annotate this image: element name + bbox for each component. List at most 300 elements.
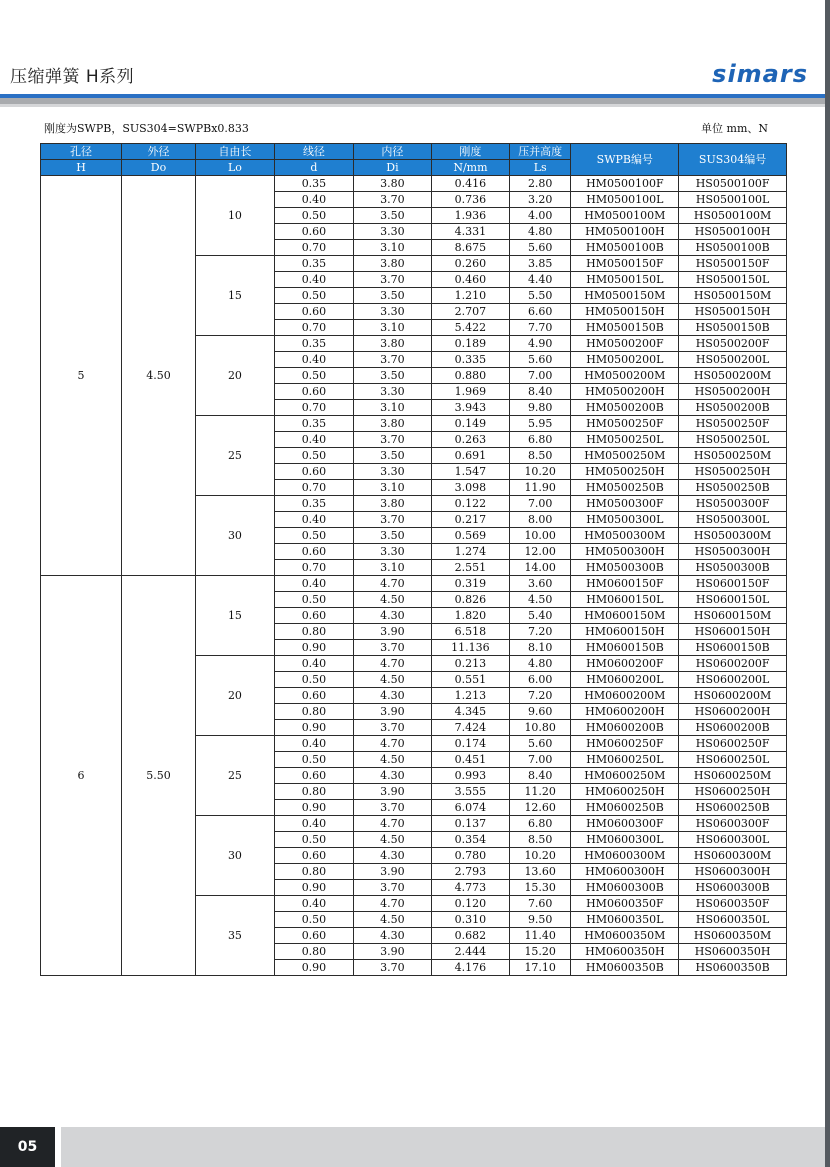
cell-free-length: 25 [195,416,274,496]
cell-solid-height: 5.60 [509,240,571,256]
cell-stiffness: 0.354 [431,832,509,848]
cell-solid-height: 7.20 [509,624,571,640]
cell-wire: 0.70 [274,480,353,496]
cell-id: 3.90 [353,784,431,800]
cell-stiffness: 0.993 [431,768,509,784]
cell-swpb-code: HM0500200H [571,384,679,400]
cell-solid-height: 9.80 [509,400,571,416]
cell-swpb-code: HM0600250B [571,800,679,816]
page-title: 压缩弹簧 H系列 [10,67,135,87]
cell-id: 4.50 [353,672,431,688]
cell-solid-height: 2.80 [509,176,571,192]
cell-sus304-code: HS0500200F [679,336,787,352]
cell-stiffness: 0.335 [431,352,509,368]
cell-free-length: 15 [195,256,274,336]
cell-id: 4.50 [353,832,431,848]
cell-wire: 0.60 [274,384,353,400]
cell-id: 3.80 [353,336,431,352]
cell-free-length: 20 [195,656,274,736]
cell-solid-height: 15.30 [509,880,571,896]
cell-wire: 0.35 [274,416,353,432]
cell-id: 3.90 [353,624,431,640]
cell-id: 3.70 [353,512,431,528]
cell-swpb-code: HM0600250F [571,736,679,752]
cell-id: 4.50 [353,912,431,928]
cell-solid-height: 4.90 [509,336,571,352]
cell-od: 4.50 [122,176,196,576]
cell-wire: 0.80 [274,864,353,880]
cell-swpb-code: HM0600200B [571,720,679,736]
cell-swpb-code: HM0600150L [571,592,679,608]
cell-id: 3.70 [353,960,431,976]
cell-stiffness: 0.451 [431,752,509,768]
cell-wire: 0.40 [274,512,353,528]
cell-wire: 0.70 [274,240,353,256]
cell-wire: 0.90 [274,960,353,976]
cell-sus304-code: HS0500200M [679,368,787,384]
cell-sus304-code: HS0600150M [679,608,787,624]
cell-stiffness: 0.310 [431,912,509,928]
cell-wire: 0.70 [274,400,353,416]
cell-stiffness: 0.551 [431,672,509,688]
cell-id: 4.30 [353,768,431,784]
col-sym-od: Do [122,160,196,176]
cell-stiffness: 0.260 [431,256,509,272]
cell-swpb-code: HM0600150F [571,576,679,592]
cell-solid-height: 4.50 [509,592,571,608]
cell-wire: 0.35 [274,496,353,512]
cell-sus304-code: HS0600350L [679,912,787,928]
cell-wire: 0.80 [274,704,353,720]
cell-id: 3.10 [353,400,431,416]
cell-swpb-code: HM0500150L [571,272,679,288]
cell-stiffness: 2.444 [431,944,509,960]
cell-wire: 0.60 [274,304,353,320]
cell-sus304-code: HS0600150F [679,576,787,592]
cell-solid-height: 7.00 [509,496,571,512]
cell-free-length: 25 [195,736,274,816]
cell-solid-height: 12.00 [509,544,571,560]
cell-stiffness: 6.074 [431,800,509,816]
cell-sus304-code: HS0500250B [679,480,787,496]
cell-solid-height: 10.20 [509,464,571,480]
cell-hole: 5 [41,176,122,576]
cell-sus304-code: HS0600350B [679,960,787,976]
cell-solid-height: 5.50 [509,288,571,304]
cell-stiffness: 0.826 [431,592,509,608]
cell-wire: 0.90 [274,800,353,816]
cell-stiffness: 0.122 [431,496,509,512]
cell-sus304-code: HS0500100B [679,240,787,256]
cell-wire: 0.35 [274,336,353,352]
col-header-free-length: 自由长 [195,144,274,160]
cell-id: 3.50 [353,528,431,544]
cell-id: 3.50 [353,368,431,384]
cell-free-length: 30 [195,816,274,896]
col-header-sus304: SUS304编号 [679,144,787,176]
cell-swpb-code: HM0600200M [571,688,679,704]
cell-swpb-code: HM0500100B [571,240,679,256]
cell-sus304-code: HS0600350H [679,944,787,960]
cell-id: 3.70 [353,720,431,736]
cell-wire: 0.60 [274,544,353,560]
cell-solid-height: 7.00 [509,368,571,384]
cell-sus304-code: HS0500200L [679,352,787,368]
cell-wire: 0.40 [274,192,353,208]
cell-stiffness: 0.880 [431,368,509,384]
footer-bar [0,1127,825,1167]
cell-swpb-code: HM0500300H [571,544,679,560]
cell-solid-height: 5.60 [509,352,571,368]
cell-solid-height: 12.60 [509,800,571,816]
cell-id: 4.70 [353,736,431,752]
cell-solid-height: 14.00 [509,560,571,576]
col-header-wire: 线径 [274,144,353,160]
cell-sus304-code: HS0600150L [679,592,787,608]
cell-swpb-code: HM0600150B [571,640,679,656]
cell-od: 5.50 [122,576,196,976]
cell-sus304-code: HS0500150F [679,256,787,272]
cell-sus304-code: HS0500300B [679,560,787,576]
cell-wire: 0.60 [274,608,353,624]
cell-stiffness: 11.136 [431,640,509,656]
page-number: 05 [0,1127,55,1167]
cell-sus304-code: HS0600200B [679,720,787,736]
cell-solid-height: 4.80 [509,656,571,672]
cell-swpb-code: HM0500250L [571,432,679,448]
cell-stiffness: 0.189 [431,336,509,352]
footer-divider [55,1127,61,1167]
cell-stiffness: 0.460 [431,272,509,288]
cell-stiffness: 0.691 [431,448,509,464]
header-rule-light [0,104,825,107]
cell-sus304-code: HS0600300L [679,832,787,848]
cell-swpb-code: HM0500100L [571,192,679,208]
cell-id: 3.10 [353,560,431,576]
cell-swpb-code: HM0600350B [571,960,679,976]
cell-id: 3.80 [353,176,431,192]
cell-id: 3.70 [353,432,431,448]
cell-hole: 6 [41,576,122,976]
cell-stiffness: 0.174 [431,736,509,752]
cell-sus304-code: HS0600200M [679,688,787,704]
cell-sus304-code: HS0500250H [679,464,787,480]
cell-swpb-code: HM0600300L [571,832,679,848]
cell-solid-height: 10.80 [509,720,571,736]
cell-wire: 0.60 [274,464,353,480]
cell-solid-height: 8.10 [509,640,571,656]
cell-solid-height: 7.20 [509,688,571,704]
cell-sus304-code: HS0600300B [679,880,787,896]
cell-sus304-code: HS0500150B [679,320,787,336]
cell-swpb-code: HM0600250H [571,784,679,800]
cell-sus304-code: HS0600250F [679,736,787,752]
cell-stiffness: 5.422 [431,320,509,336]
cell-stiffness: 7.424 [431,720,509,736]
cell-sus304-code: HS0500100H [679,224,787,240]
cell-stiffness: 1.936 [431,208,509,224]
cell-swpb-code: HM0500150M [571,288,679,304]
cell-swpb-code: HM0500250M [571,448,679,464]
cell-solid-height: 3.85 [509,256,571,272]
cell-sus304-code: HS0600150H [679,624,787,640]
cell-swpb-code: HM0600350H [571,944,679,960]
cell-sus304-code: HS0500150H [679,304,787,320]
cell-swpb-code: HM0500250F [571,416,679,432]
cell-id: 4.70 [353,896,431,912]
cell-wire: 0.35 [274,176,353,192]
cell-id: 3.10 [353,320,431,336]
stiffness-note: 刚度为SWPB，SUS304=SWPBx0.833 [44,122,249,135]
cell-wire: 0.90 [274,880,353,896]
cell-swpb-code: HM0500300L [571,512,679,528]
cell-swpb-code: HM0500150B [571,320,679,336]
cell-swpb-code: HM0600250L [571,752,679,768]
cell-swpb-code: HM0500300M [571,528,679,544]
cell-free-length: 30 [195,496,274,576]
cell-id: 3.30 [353,464,431,480]
cell-sus304-code: HS0600200F [679,656,787,672]
cell-swpb-code: HM0500250B [571,480,679,496]
cell-solid-height: 7.70 [509,320,571,336]
cell-sus304-code: HS0600300M [679,848,787,864]
cell-wire: 0.50 [274,832,353,848]
cell-solid-height: 6.80 [509,816,571,832]
cell-id: 3.70 [353,640,431,656]
col-header-od: 外径 [122,144,196,160]
cell-wire: 0.50 [274,528,353,544]
cell-sus304-code: HS0500300M [679,528,787,544]
cell-id: 3.70 [353,880,431,896]
cell-id: 4.30 [353,848,431,864]
col-header-solid-height: 压并高度 [509,144,571,160]
cell-id: 3.50 [353,448,431,464]
cell-swpb-code: HM0600300B [571,880,679,896]
cell-wire: 0.60 [274,768,353,784]
cell-wire: 0.80 [274,944,353,960]
cell-wire: 0.40 [274,432,353,448]
cell-stiffness: 1.820 [431,608,509,624]
col-sym-id: Di [353,160,431,176]
cell-stiffness: 1.274 [431,544,509,560]
cell-swpb-code: HM0500300B [571,560,679,576]
cell-wire: 0.40 [274,352,353,368]
cell-wire: 0.90 [274,640,353,656]
cell-sus304-code: HS0600350F [679,896,787,912]
cell-stiffness: 0.217 [431,512,509,528]
cell-stiffness: 4.176 [431,960,509,976]
cell-stiffness: 0.213 [431,656,509,672]
cell-stiffness: 1.969 [431,384,509,400]
cell-sus304-code: HS0500100L [679,192,787,208]
cell-solid-height: 7.60 [509,896,571,912]
cell-solid-height: 8.50 [509,448,571,464]
cell-swpb-code: HM0600200H [571,704,679,720]
cell-solid-height: 4.80 [509,224,571,240]
cell-swpb-code: HM0600200L [571,672,679,688]
cell-solid-height: 17.10 [509,960,571,976]
cell-sus304-code: HS0600300H [679,864,787,880]
cell-wire: 0.50 [274,672,353,688]
cell-sus304-code: HS0500250L [679,432,787,448]
cell-solid-height: 4.40 [509,272,571,288]
cell-sus304-code: HS0500200H [679,384,787,400]
cell-solid-height: 8.40 [509,384,571,400]
cell-wire: 0.90 [274,720,353,736]
cell-solid-height: 9.60 [509,704,571,720]
cell-wire: 0.40 [274,816,353,832]
col-sym-wire: d [274,160,353,176]
cell-id: 3.80 [353,416,431,432]
cell-sus304-code: HS0600300F [679,816,787,832]
cell-id: 3.70 [353,192,431,208]
cell-solid-height: 3.20 [509,192,571,208]
col-sym-solid-height: Ls [509,160,571,176]
cell-stiffness: 4.345 [431,704,509,720]
cell-swpb-code: HM0500200M [571,368,679,384]
cell-solid-height: 11.40 [509,928,571,944]
cell-sus304-code: HS0500250M [679,448,787,464]
cell-stiffness: 0.263 [431,432,509,448]
col-header-id: 内径 [353,144,431,160]
spring-spec-table [40,143,787,976]
cell-id: 4.50 [353,592,431,608]
cell-free-length: 20 [195,336,274,416]
cell-wire: 0.60 [274,688,353,704]
cell-solid-height: 10.00 [509,528,571,544]
cell-solid-height: 8.00 [509,512,571,528]
cell-swpb-code: HM0600350F [571,896,679,912]
cell-swpb-code: HM0600300F [571,816,679,832]
cell-stiffness: 3.555 [431,784,509,800]
cell-stiffness: 4.331 [431,224,509,240]
cell-stiffness: 0.416 [431,176,509,192]
cell-stiffness: 3.943 [431,400,509,416]
cell-solid-height: 11.90 [509,480,571,496]
cell-id: 3.90 [353,864,431,880]
cell-id: 3.30 [353,304,431,320]
cell-stiffness: 0.736 [431,192,509,208]
cell-wire: 0.40 [274,656,353,672]
cell-id: 3.10 [353,480,431,496]
cell-wire: 0.60 [274,224,353,240]
cell-solid-height: 6.00 [509,672,571,688]
cell-solid-height: 15.20 [509,944,571,960]
spec-table-body [41,176,787,976]
cell-wire: 0.60 [274,928,353,944]
cell-stiffness: 0.780 [431,848,509,864]
cell-swpb-code: HM0500150H [571,304,679,320]
cell-stiffness: 1.213 [431,688,509,704]
cell-stiffness: 1.547 [431,464,509,480]
cell-id: 3.10 [353,240,431,256]
col-header-stiffness: 刚度 [431,144,509,160]
brand-logo: simars [712,60,808,88]
cell-sus304-code: HS0500100F [679,176,787,192]
cell-stiffness: 2.551 [431,560,509,576]
cell-wire: 0.40 [274,272,353,288]
cell-solid-height: 10.20 [509,848,571,864]
cell-stiffness: 8.675 [431,240,509,256]
cell-solid-height: 6.60 [509,304,571,320]
cell-sus304-code: HS0500300L [679,512,787,528]
cell-sus304-code: HS0600250L [679,752,787,768]
cell-solid-height: 6.80 [509,432,571,448]
cell-stiffness: 2.707 [431,304,509,320]
cell-wire: 0.50 [274,208,353,224]
cell-swpb-code: HM0500100F [571,176,679,192]
cell-wire: 0.50 [274,368,353,384]
cell-wire: 0.50 [274,752,353,768]
cell-id: 4.70 [353,816,431,832]
cell-swpb-code: HM0500100M [571,208,679,224]
cell-sus304-code: HS0600350M [679,928,787,944]
cell-solid-height: 13.60 [509,864,571,880]
cell-id: 3.90 [353,944,431,960]
cell-id: 3.30 [353,224,431,240]
cell-stiffness: 0.569 [431,528,509,544]
cell-solid-height: 11.20 [509,784,571,800]
cell-id: 3.90 [353,704,431,720]
cell-wire: 0.40 [274,896,353,912]
cell-wire: 0.70 [274,320,353,336]
cell-wire: 0.50 [274,912,353,928]
cell-id: 4.50 [353,752,431,768]
cell-wire: 0.40 [274,576,353,592]
page-edge-bar [825,0,830,1167]
cell-id: 3.70 [353,800,431,816]
cell-solid-height: 7.00 [509,752,571,768]
cell-id: 4.70 [353,656,431,672]
cell-swpb-code: HM0500300F [571,496,679,512]
cell-id: 3.30 [353,384,431,400]
cell-sus304-code: HS0500150L [679,272,787,288]
col-header-hole: 孔径 [41,144,122,160]
cell-id: 4.70 [353,576,431,592]
cell-wire: 0.80 [274,624,353,640]
cell-sus304-code: HS0500250F [679,416,787,432]
cell-stiffness: 0.319 [431,576,509,592]
cell-wire: 0.60 [274,848,353,864]
cell-swpb-code: HM0600150H [571,624,679,640]
cell-solid-height: 8.40 [509,768,571,784]
cell-id: 4.30 [353,928,431,944]
unit-label: 单位 mm、N [701,122,768,135]
cell-free-length: 35 [195,896,274,976]
cell-swpb-code: HM0600300H [571,864,679,880]
cell-swpb-code: HM0500200B [571,400,679,416]
cell-swpb-code: HM0600300M [571,848,679,864]
cell-stiffness: 0.682 [431,928,509,944]
cell-sus304-code: HS0600200H [679,704,787,720]
cell-wire: 0.35 [274,256,353,272]
cell-stiffness: 0.120 [431,896,509,912]
cell-solid-height: 5.60 [509,736,571,752]
cell-wire: 0.50 [274,592,353,608]
table-row [41,576,787,592]
cell-wire: 0.80 [274,784,353,800]
cell-sus304-code: HS0600150B [679,640,787,656]
col-sym-stiffness: N/mm [431,160,509,176]
cell-sus304-code: HS0500300F [679,496,787,512]
cell-swpb-code: HM0500100H [571,224,679,240]
cell-swpb-code: HM0600350M [571,928,679,944]
cell-swpb-code: HM0600200F [571,656,679,672]
cell-free-length: 10 [195,176,274,256]
top-margin [0,0,830,55]
cell-sus304-code: HS0600200L [679,672,787,688]
cell-stiffness: 3.098 [431,480,509,496]
